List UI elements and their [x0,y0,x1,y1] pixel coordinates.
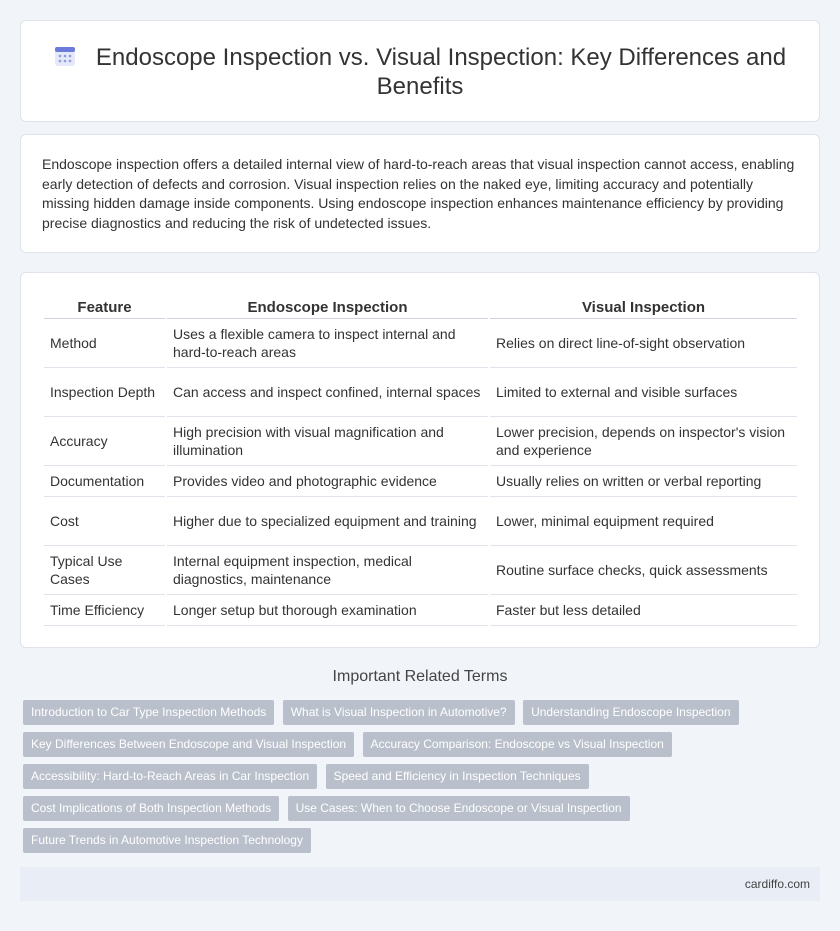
page-title-wrap [21,43,819,101]
row-endoscope: High precision with visual magnification and illumination [167,417,488,466]
comparison-table [42,295,799,626]
row-feature: Documentation [44,466,165,497]
footer-site-link[interactable]: cardiffo.com [744,877,810,891]
row-feature: Inspection Depth [44,368,165,417]
table-row [44,417,797,466]
table-row [44,466,797,497]
related-tag[interactable]: Future Trends in Automotive Inspection Technology [23,828,311,853]
page-title: Endoscope Inspection vs. Visual Inspection: Key Differences and Benefits [95,44,787,100]
row-visual: Lower precision, depends on inspector's vision and experience [490,417,797,466]
row-endoscope: Uses a flexible camera to inspect internal and hard-to-reach areas [167,319,488,368]
row-endoscope: Can access and inspect confined, internal spaces [167,368,488,417]
intro-card [20,134,820,253]
comparison-table-card [20,272,820,648]
row-feature: Typical Use Cases [44,546,165,595]
related-tag[interactable]: What is Visual Inspection in Automotive? [283,700,515,725]
row-feature: Cost [44,497,165,546]
row-endoscope: Internal equipment inspection, medical diagnostics, maintenance [167,546,488,595]
header-visual: Visual Inspection [490,295,797,319]
row-visual: Routine surface checks, quick assessments [490,546,797,595]
related-tag[interactable]: Understanding Endoscope Inspection [523,700,738,725]
footer [20,867,820,901]
related-terms-title: Important Related Terms [332,668,508,685]
row-endoscope: Provides video and photographic evidence [167,466,488,497]
table-row [44,368,797,417]
row-visual: Lower, minimal equipment required [490,497,797,546]
related-tag[interactable]: Speed and Efficiency in Inspection Techniques [326,764,589,789]
table-row [44,595,797,626]
related-tag[interactable]: Accessibility: Hard-to-Reach Areas in Car Inspection [23,764,317,789]
related-tag[interactable]: Key Differences Between Endoscope and Visual Inspection [23,732,354,757]
header-card [20,20,820,122]
table-header-row [44,295,797,319]
related-tag[interactable]: Use Cases: When to Choose Endoscope or Visual Inspection [288,796,630,821]
table-row [44,546,797,595]
table-row [44,497,797,546]
row-feature: Accuracy [44,417,165,466]
row-visual: Relies on direct line-of-sight observation [490,319,797,368]
row-visual: Usually relies on written or verbal reporting [490,466,797,497]
row-endoscope: Longer setup but thorough examination [167,595,488,626]
header-feature: Feature [44,295,165,319]
header-endoscope: Endoscope Inspection [167,295,488,319]
related-tag[interactable]: Accuracy Comparison: Endoscope vs Visual Inspection [363,732,672,757]
row-feature: Time Efficiency [44,595,165,626]
related-terms-tags [23,700,803,860]
intro-paragraph: Endoscope inspection offers a detailed internal view of hard-to-reach areas that visual inspection cannot access, enabling early detection of defects and corrosion. Visual inspection relies on the naked eye, limiting accuracy and potentially missing hidden damage inside components. Using endoscope inspection enhances maintenance efficiency by providing precise diagnostics and reducing the risk of undetected issues. [42,156,795,231]
related-tag[interactable]: Cost Implications of Both Inspection Methods [23,796,279,821]
table-row [44,319,797,368]
calendar-icon [54,45,76,67]
row-visual: Faster but less detailed [490,595,797,626]
row-feature: Method [44,319,165,368]
row-visual: Limited to external and visible surfaces [490,368,797,417]
related-tag[interactable]: Introduction to Car Type Inspection Methods [23,700,274,725]
row-endoscope: Higher due to specialized equipment and training [167,497,488,546]
